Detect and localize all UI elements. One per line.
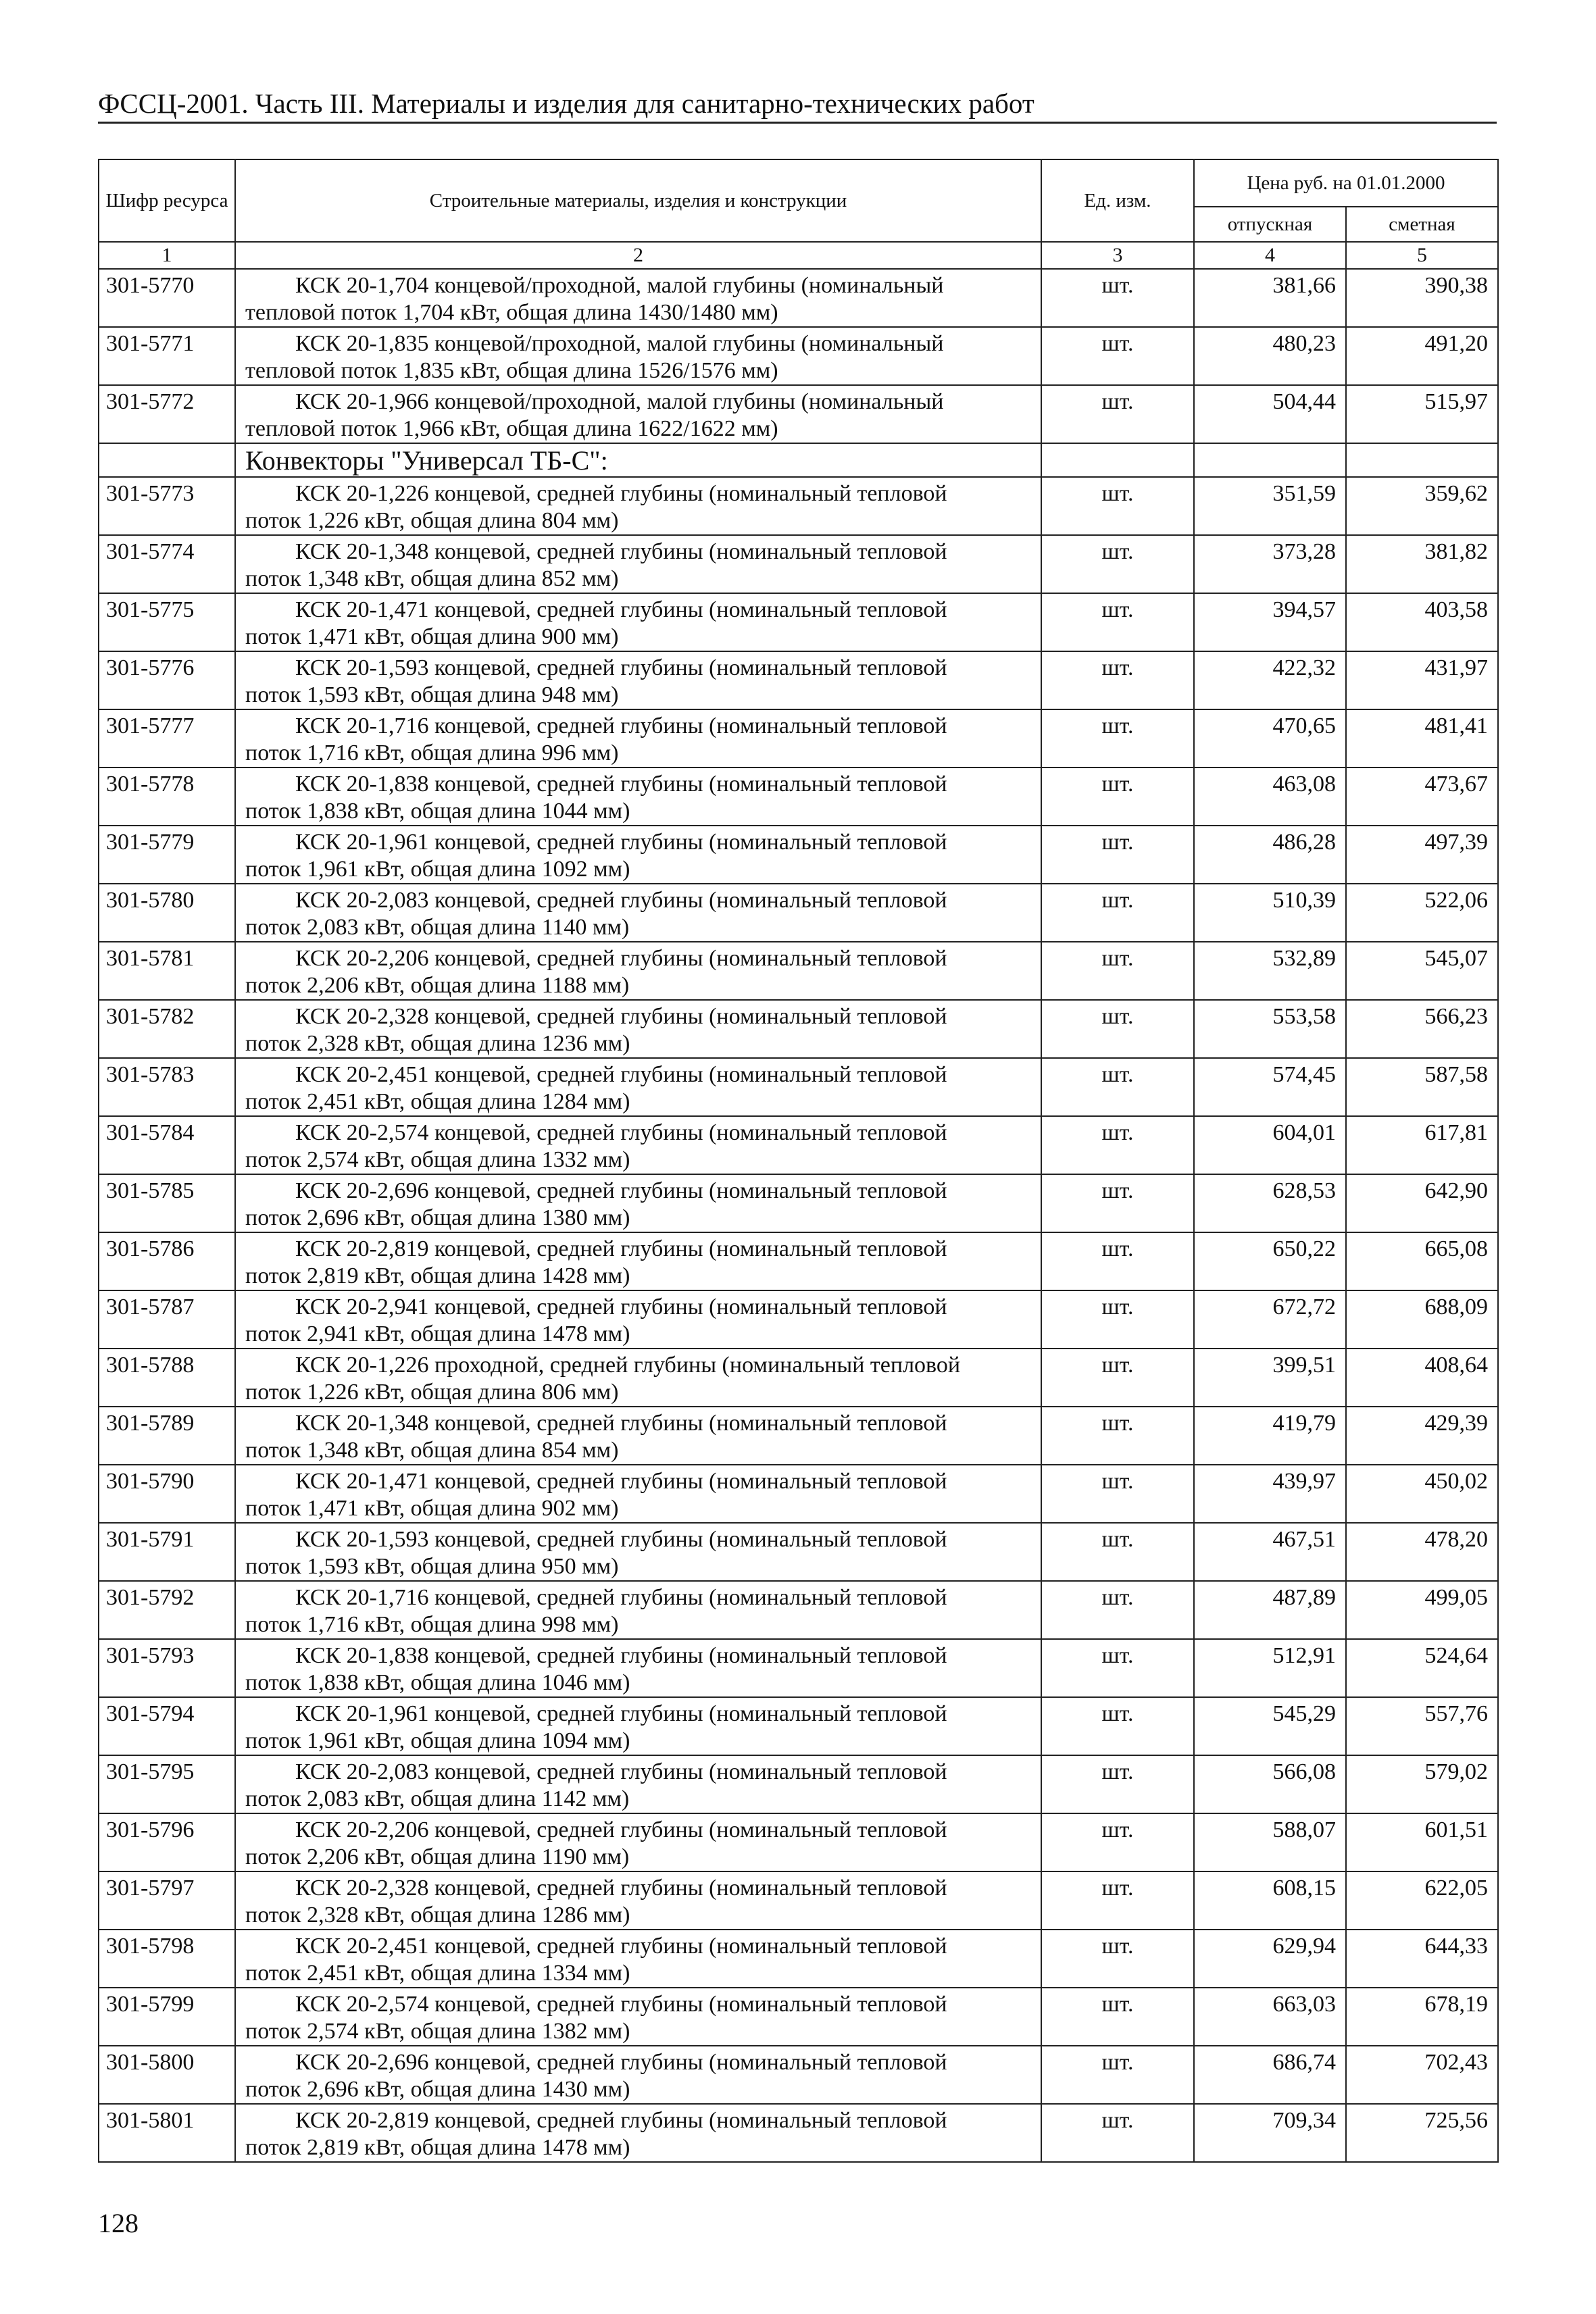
description-line: КСК 20-2,574 концевой, средней глубины (номинальный тепловой	[295, 1120, 947, 1145]
unit-cell: шт.	[1041, 1639, 1194, 1697]
estimate-price-cell: 688,09	[1346, 1290, 1498, 1349]
table-row	[99, 269, 1498, 327]
resource-code: 301-5793	[99, 1639, 235, 1697]
header-rule	[98, 122, 1497, 124]
release-price-cell: 439,97	[1194, 1465, 1346, 1523]
item-description	[235, 1349, 1041, 1407]
description-line: КСК 20-2,451 концевой, средней глубины (номинальный тепловой	[295, 1062, 947, 1087]
item-description	[235, 269, 1041, 327]
unit-cell: шт.	[1041, 709, 1194, 768]
table-row	[99, 1813, 1498, 1871]
description-line: поток 1,593 кВт, общая длина 948 мм)	[245, 682, 619, 707]
description-line: поток 2,574 кВт, общая длина 1332 мм)	[245, 1147, 630, 1172]
unit-cell: шт.	[1041, 1349, 1194, 1407]
column-number: 5	[1346, 242, 1498, 269]
item-description	[235, 385, 1041, 443]
description-line: КСК 20-1,593 концевой, средней глубины (номинальный тепловой	[295, 655, 947, 680]
description-line: поток 2,451 кВт, общая длина 1284 мм)	[245, 1089, 630, 1114]
unit-cell: шт.	[1041, 942, 1194, 1000]
unit-cell: шт.	[1041, 385, 1194, 443]
estimate-price-cell: 481,41	[1346, 709, 1498, 768]
unit-cell: шт.	[1041, 1813, 1194, 1871]
unit-cell: шт.	[1041, 1290, 1194, 1349]
unit-cell: шт.	[1041, 1000, 1194, 1058]
table-row	[99, 1755, 1498, 1813]
item-description	[235, 2046, 1041, 2104]
description-line: поток 1,961 кВт, общая длина 1092 мм)	[245, 857, 630, 882]
description-line: поток 1,961 кВт, общая длина 1094 мм)	[245, 1728, 630, 1753]
resource-code: 301-5778	[99, 768, 235, 826]
item-description	[235, 1523, 1041, 1581]
description-line: КСК 20-2,206 концевой, средней глубины (номинальный тепловой	[295, 1817, 947, 1842]
resource-code: 301-5779	[99, 826, 235, 884]
description-line: КСК 20-2,206 концевой, средней глубины (номинальный тепловой	[295, 946, 947, 971]
item-description	[235, 1000, 1041, 1058]
resource-code: 301-5782	[99, 1000, 235, 1058]
estimate-price-cell: 359,62	[1346, 477, 1498, 535]
description-line: КСК 20-2,941 концевой, средней глубины (номинальный тепловой	[295, 1294, 947, 1319]
description-line: поток 2,206 кВт, общая длина 1190 мм)	[245, 1844, 630, 1869]
description-line: поток 1,226 кВт, общая длина 806 мм)	[245, 1380, 619, 1405]
estimate-price-cell: 642,90	[1346, 1174, 1498, 1232]
estimate-price-cell: 622,05	[1346, 1871, 1498, 1930]
resource-code: 301-5789	[99, 1407, 235, 1465]
estimate-price-cell: 431,97	[1346, 651, 1498, 709]
item-description	[235, 535, 1041, 593]
table-row	[99, 1581, 1498, 1639]
resource-code: 301-5791	[99, 1523, 235, 1581]
item-description	[235, 884, 1041, 942]
release-price-cell: 553,58	[1194, 1000, 1346, 1058]
resource-code: 301-5777	[99, 709, 235, 768]
release-price-cell: 566,08	[1194, 1755, 1346, 1813]
description-line: поток 1,471 кВт, общая длина 900 мм)	[245, 624, 619, 649]
release-price-cell: 650,22	[1194, 1232, 1346, 1290]
item-description	[235, 1174, 1041, 1232]
description-line: поток 2,451 кВт, общая длина 1334 мм)	[245, 1961, 630, 1986]
group-release-empty	[1194, 443, 1346, 477]
release-price-cell: 381,66	[1194, 269, 1346, 327]
description-line: поток 1,593 кВт, общая длина 950 мм)	[245, 1554, 619, 1579]
item-description	[235, 709, 1041, 768]
resource-code: 301-5790	[99, 1465, 235, 1523]
item-description	[235, 1581, 1041, 1639]
description-line: КСК 20-1,704 концевой/проходной, малой глубины (номинальный	[295, 273, 944, 298]
description-line: КСК 20-1,716 концевой, средней глубины (номинальный тепловой	[295, 713, 947, 738]
release-price-cell: 504,44	[1194, 385, 1346, 443]
release-price-cell: 463,08	[1194, 768, 1346, 826]
description-line: КСК 20-2,328 концевой, средней глубины (номинальный тепловой	[295, 1004, 947, 1029]
column-number: 2	[235, 242, 1041, 269]
release-price-cell: 480,23	[1194, 327, 1346, 385]
description-line: КСК 20-2,574 концевой, средней глубины (номинальный тепловой	[295, 1992, 947, 2017]
release-price-cell: 394,57	[1194, 593, 1346, 651]
resource-code: 301-5784	[99, 1116, 235, 1174]
column-number: 3	[1041, 242, 1194, 269]
estimate-price-cell: 390,38	[1346, 269, 1498, 327]
running-header: ФССЦ-2001. Часть III. Материалы и изделия для санитарно-технических работ	[98, 88, 1034, 119]
unit-cell: шт.	[1041, 826, 1194, 884]
description-line: КСК 20-2,328 концевой, средней глубины (номинальный тепловой	[295, 1876, 947, 1901]
description-line: поток 1,838 кВт, общая длина 1044 мм)	[245, 799, 630, 824]
table-body	[99, 269, 1498, 2162]
estimate-price-cell: 725,56	[1346, 2104, 1498, 2162]
item-description	[235, 651, 1041, 709]
resource-code: 301-5788	[99, 1349, 235, 1407]
estimate-price-cell: 557,76	[1346, 1697, 1498, 1755]
item-description	[235, 327, 1041, 385]
unit-cell: шт.	[1041, 1465, 1194, 1523]
estimate-price-cell: 566,23	[1346, 1000, 1498, 1058]
estimate-price-cell: 545,07	[1346, 942, 1498, 1000]
description-line: тепловой поток 1,966 кВт, общая длина 1622/1622 мм)	[245, 416, 778, 441]
unit-cell: шт.	[1041, 1988, 1194, 2046]
resource-code: 301-5795	[99, 1755, 235, 1813]
unit-cell: шт.	[1041, 1174, 1194, 1232]
estimate-price-cell: 403,58	[1346, 593, 1498, 651]
estimate-price-cell: 665,08	[1346, 1232, 1498, 1290]
resource-code: 301-5798	[99, 1930, 235, 1988]
unit-cell: шт.	[1041, 593, 1194, 651]
release-price-cell: 629,94	[1194, 1930, 1346, 1988]
table-row	[99, 327, 1498, 385]
resource-code: 301-5772	[99, 385, 235, 443]
header-price-group: Цена руб. на 01.01.2000	[1194, 159, 1498, 207]
item-description	[235, 1116, 1041, 1174]
estimate-price-cell: 491,20	[1346, 327, 1498, 385]
unit-cell: шт.	[1041, 1407, 1194, 1465]
unit-cell: шт.	[1041, 1523, 1194, 1581]
resource-code: 301-5770	[99, 269, 235, 327]
resource-code: 301-5801	[99, 2104, 235, 2162]
description-line: КСК 20-1,348 концевой, средней глубины (номинальный тепловой	[295, 1411, 947, 1436]
release-price-cell: 351,59	[1194, 477, 1346, 535]
resource-code: 301-5771	[99, 327, 235, 385]
estimate-price-cell: 473,67	[1346, 768, 1498, 826]
item-description	[235, 593, 1041, 651]
resource-code: 301-5781	[99, 942, 235, 1000]
release-price-cell: 608,15	[1194, 1871, 1346, 1930]
description-line: КСК 20-1,838 концевой, средней глубины (номинальный тепловой	[295, 1643, 947, 1668]
estimate-price-cell: 587,58	[1346, 1058, 1498, 1116]
estimate-price-cell: 601,51	[1346, 1813, 1498, 1871]
header-estimate-price: сметная	[1346, 207, 1498, 242]
description-line: поток 2,696 кВт, общая длина 1430 мм)	[245, 2077, 630, 2102]
item-description	[235, 1058, 1041, 1116]
table-row	[99, 1465, 1498, 1523]
estimate-price-cell: 429,39	[1346, 1407, 1498, 1465]
unit-cell: шт.	[1041, 884, 1194, 942]
unit-cell: шт.	[1041, 477, 1194, 535]
description-line: КСК 20-1,348 концевой, средней глубины (номинальный тепловой	[295, 539, 947, 564]
resource-code: 301-5774	[99, 535, 235, 593]
description-line: КСК 20-1,716 концевой, средней глубины (номинальный тепловой	[295, 1585, 947, 1610]
item-description	[235, 1232, 1041, 1290]
estimate-price-cell: 499,05	[1346, 1581, 1498, 1639]
table-row	[99, 1639, 1498, 1697]
description-line: КСК 20-2,083 концевой, средней глубины (номинальный тепловой	[295, 888, 947, 913]
unit-cell: шт.	[1041, 1930, 1194, 1988]
release-price-cell: 672,72	[1194, 1290, 1346, 1349]
description-line: поток 1,716 кВт, общая длина 996 мм)	[245, 740, 619, 765]
description-line: КСК 20-1,226 концевой, средней глубины (номинальный тепловой	[295, 481, 947, 506]
resource-code: 301-5785	[99, 1174, 235, 1232]
unit-cell: шт.	[1041, 1755, 1194, 1813]
resource-code: 301-5773	[99, 477, 235, 535]
description-line: КСК 20-2,696 концевой, средней глубины (номинальный тепловой	[295, 1178, 947, 1203]
item-description	[235, 1871, 1041, 1930]
table-row	[99, 477, 1498, 535]
resource-code: 301-5799	[99, 1988, 235, 2046]
unit-cell: шт.	[1041, 1116, 1194, 1174]
unit-cell: шт.	[1041, 2046, 1194, 2104]
release-price-cell: 422,32	[1194, 651, 1346, 709]
table-row	[99, 593, 1498, 651]
description-line: КСК 20-1,838 концевой, средней глубины (номинальный тепловой	[295, 772, 947, 797]
resource-code: 301-5775	[99, 593, 235, 651]
price-table	[98, 159, 1499, 2163]
resource-code: 301-5796	[99, 1813, 235, 1871]
description-line: поток 2,083 кВт, общая длина 1142 мм)	[245, 1786, 630, 1811]
release-price-cell: 486,28	[1194, 826, 1346, 884]
unit-cell: шт.	[1041, 535, 1194, 593]
description-line: поток 2,819 кВт, общая длина 1478 мм)	[245, 2135, 630, 2160]
item-description	[235, 1465, 1041, 1523]
description-line: поток 2,696 кВт, общая длина 1380 мм)	[245, 1205, 630, 1230]
description-line: тепловой поток 1,835 кВт, общая длина 1526/1576 мм)	[245, 358, 778, 383]
column-number: 4	[1194, 242, 1346, 269]
table-header	[99, 159, 1498, 269]
table-row	[99, 1290, 1498, 1349]
description-line: КСК 20-1,471 концевой, средней глубины (номинальный тепловой	[295, 597, 947, 622]
item-description	[235, 477, 1041, 535]
header-materials: Строительные материалы, изделия и конструкции	[235, 159, 1041, 242]
estimate-price-cell: 678,19	[1346, 1988, 1498, 2046]
table-row	[99, 1058, 1498, 1116]
release-price-cell: 604,01	[1194, 1116, 1346, 1174]
estimate-price-cell: 522,06	[1346, 884, 1498, 942]
release-price-cell: 512,91	[1194, 1639, 1346, 1697]
unit-cell: шт.	[1041, 1697, 1194, 1755]
description-line: КСК 20-1,593 концевой, средней глубины (номинальный тепловой	[295, 1527, 947, 1552]
table-row	[99, 1407, 1498, 1465]
header-release-price: отпускная	[1194, 207, 1346, 242]
estimate-price-cell: 450,02	[1346, 1465, 1498, 1523]
release-price-cell: 574,45	[1194, 1058, 1346, 1116]
description-line: поток 1,348 кВт, общая длина 854 мм)	[245, 1438, 619, 1463]
description-line: КСК 20-1,471 концевой, средней глубины (номинальный тепловой	[295, 1469, 947, 1494]
description-line: поток 2,819 кВт, общая длина 1428 мм)	[245, 1263, 630, 1288]
description-line: поток 2,574 кВт, общая длина 1382 мм)	[245, 2019, 630, 2044]
group-title: Конвекторы "Универсал ТБ-С":	[235, 443, 1041, 477]
resource-code: 301-5776	[99, 651, 235, 709]
estimate-price-cell: 702,43	[1346, 2046, 1498, 2104]
item-description	[235, 1930, 1041, 1988]
table-row	[99, 651, 1498, 709]
item-description	[235, 1639, 1041, 1697]
release-price-cell: 487,89	[1194, 1581, 1346, 1639]
estimate-price-cell: 644,33	[1346, 1930, 1498, 1988]
description-line: поток 1,471 кВт, общая длина 902 мм)	[245, 1496, 619, 1521]
item-description	[235, 1755, 1041, 1813]
description-line: поток 2,083 кВт, общая длина 1140 мм)	[245, 915, 630, 940]
release-price-cell: 709,34	[1194, 2104, 1346, 2162]
description-line: КСК 20-1,835 концевой/проходной, малой глубины (номинальный	[295, 331, 944, 356]
description-line: поток 1,838 кВт, общая длина 1046 мм)	[245, 1670, 630, 1695]
unit-cell: шт.	[1041, 1581, 1194, 1639]
table-row	[99, 1930, 1498, 1988]
table-row	[99, 2046, 1498, 2104]
item-description	[235, 1988, 1041, 2046]
table-row	[99, 2104, 1498, 2162]
unit-cell: шт.	[1041, 651, 1194, 709]
group-unit-empty	[1041, 443, 1194, 477]
resource-code: 301-5792	[99, 1581, 235, 1639]
group-code-empty	[99, 443, 235, 477]
table-row	[99, 884, 1498, 942]
release-price-cell: 470,65	[1194, 709, 1346, 768]
group-estimate-empty	[1346, 443, 1498, 477]
unit-cell: шт.	[1041, 768, 1194, 826]
item-description	[235, 1697, 1041, 1755]
release-price-cell: 510,39	[1194, 884, 1346, 942]
resource-code: 301-5800	[99, 2046, 235, 2104]
description-line: поток 1,226 кВт, общая длина 804 мм)	[245, 508, 619, 533]
description-line: поток 2,328 кВт, общая длина 1286 мм)	[245, 1903, 630, 1928]
item-description	[235, 1407, 1041, 1465]
unit-cell: шт.	[1041, 1058, 1194, 1116]
table-row	[99, 768, 1498, 826]
release-price-cell: 532,89	[1194, 942, 1346, 1000]
resource-code: 301-5786	[99, 1232, 235, 1290]
release-price-cell: 373,28	[1194, 535, 1346, 593]
table-row	[99, 709, 1498, 768]
description-line: КСК 20-2,451 концевой, средней глубины (номинальный тепловой	[295, 1934, 947, 1959]
estimate-price-cell: 515,97	[1346, 385, 1498, 443]
release-price-cell: 467,51	[1194, 1523, 1346, 1581]
estimate-price-cell: 524,64	[1346, 1639, 1498, 1697]
item-description	[235, 942, 1041, 1000]
unit-cell: шт.	[1041, 2104, 1194, 2162]
unit-cell: шт.	[1041, 1871, 1194, 1930]
item-description	[235, 768, 1041, 826]
release-price-cell: 663,03	[1194, 1988, 1346, 2046]
resource-code: 301-5780	[99, 884, 235, 942]
unit-cell: шт.	[1041, 327, 1194, 385]
column-number: 1	[99, 242, 235, 269]
unit-cell: шт.	[1041, 1232, 1194, 1290]
description-line: КСК 20-2,696 концевой, средней глубины (номинальный тепловой	[295, 2050, 947, 2075]
table-row	[99, 1232, 1498, 1290]
description-line: КСК 20-2,819 концевой, средней глубины (номинальный тепловой	[295, 1236, 947, 1261]
table-row	[99, 1174, 1498, 1232]
group-row	[99, 443, 1498, 477]
table-row	[99, 942, 1498, 1000]
description-line: КСК 20-1,226 проходной, средней глубины (номинальный тепловой	[295, 1353, 961, 1378]
resource-code: 301-5783	[99, 1058, 235, 1116]
description-line: поток 2,328 кВт, общая длина 1236 мм)	[245, 1031, 630, 1056]
resource-code: 301-5787	[99, 1290, 235, 1349]
description-line: поток 2,941 кВт, общая длина 1478 мм)	[245, 1322, 630, 1347]
page-number: 128	[98, 2208, 139, 2238]
table-row	[99, 385, 1498, 443]
resource-code: 301-5797	[99, 1871, 235, 1930]
description-line: КСК 20-1,961 концевой, средней глубины (номинальный тепловой	[295, 830, 947, 855]
release-price-cell: 399,51	[1194, 1349, 1346, 1407]
estimate-price-cell: 617,81	[1346, 1116, 1498, 1174]
table-row	[99, 826, 1498, 884]
description-line: КСК 20-1,966 концевой/проходной, малой глубины (номинальный	[295, 389, 944, 414]
header-unit: Ед. изм.	[1041, 159, 1194, 242]
description-line: КСК 20-2,819 концевой, средней глубины (номинальный тепловой	[295, 2108, 947, 2133]
table-row	[99, 1871, 1498, 1930]
description-line: тепловой поток 1,704 кВт, общая длина 1430/1480 мм)	[245, 300, 778, 325]
release-price-cell: 628,53	[1194, 1174, 1346, 1232]
estimate-price-cell: 408,64	[1346, 1349, 1498, 1407]
estimate-price-cell: 381,82	[1346, 535, 1498, 593]
estimate-price-cell: 579,02	[1346, 1755, 1498, 1813]
table-row	[99, 1000, 1498, 1058]
header-code: Шифр ресурса	[99, 159, 235, 242]
release-price-cell: 686,74	[1194, 2046, 1346, 2104]
release-price-cell: 588,07	[1194, 1813, 1346, 1871]
release-price-cell: 419,79	[1194, 1407, 1346, 1465]
estimate-price-cell: 478,20	[1346, 1523, 1498, 1581]
unit-cell: шт.	[1041, 269, 1194, 327]
estimate-price-cell: 497,39	[1346, 826, 1498, 884]
description-line: поток 2,206 кВт, общая длина 1188 мм)	[245, 973, 630, 998]
table-row	[99, 1116, 1498, 1174]
description-line: поток 1,348 кВт, общая длина 852 мм)	[245, 566, 619, 591]
table-row	[99, 535, 1498, 593]
item-description	[235, 1813, 1041, 1871]
resource-code: 301-5794	[99, 1697, 235, 1755]
item-description	[235, 826, 1041, 884]
description-line: КСК 20-2,083 концевой, средней глубины (номинальный тепловой	[295, 1759, 947, 1784]
item-description	[235, 1290, 1041, 1349]
table-row	[99, 1697, 1498, 1755]
description-line: поток 1,716 кВт, общая длина 998 мм)	[245, 1612, 619, 1637]
item-description	[235, 2104, 1041, 2162]
table-row	[99, 1988, 1498, 2046]
description-line: КСК 20-1,961 концевой, средней глубины (номинальный тепловой	[295, 1701, 947, 1726]
release-price-cell: 545,29	[1194, 1697, 1346, 1755]
table-row	[99, 1523, 1498, 1581]
table-row	[99, 1349, 1498, 1407]
